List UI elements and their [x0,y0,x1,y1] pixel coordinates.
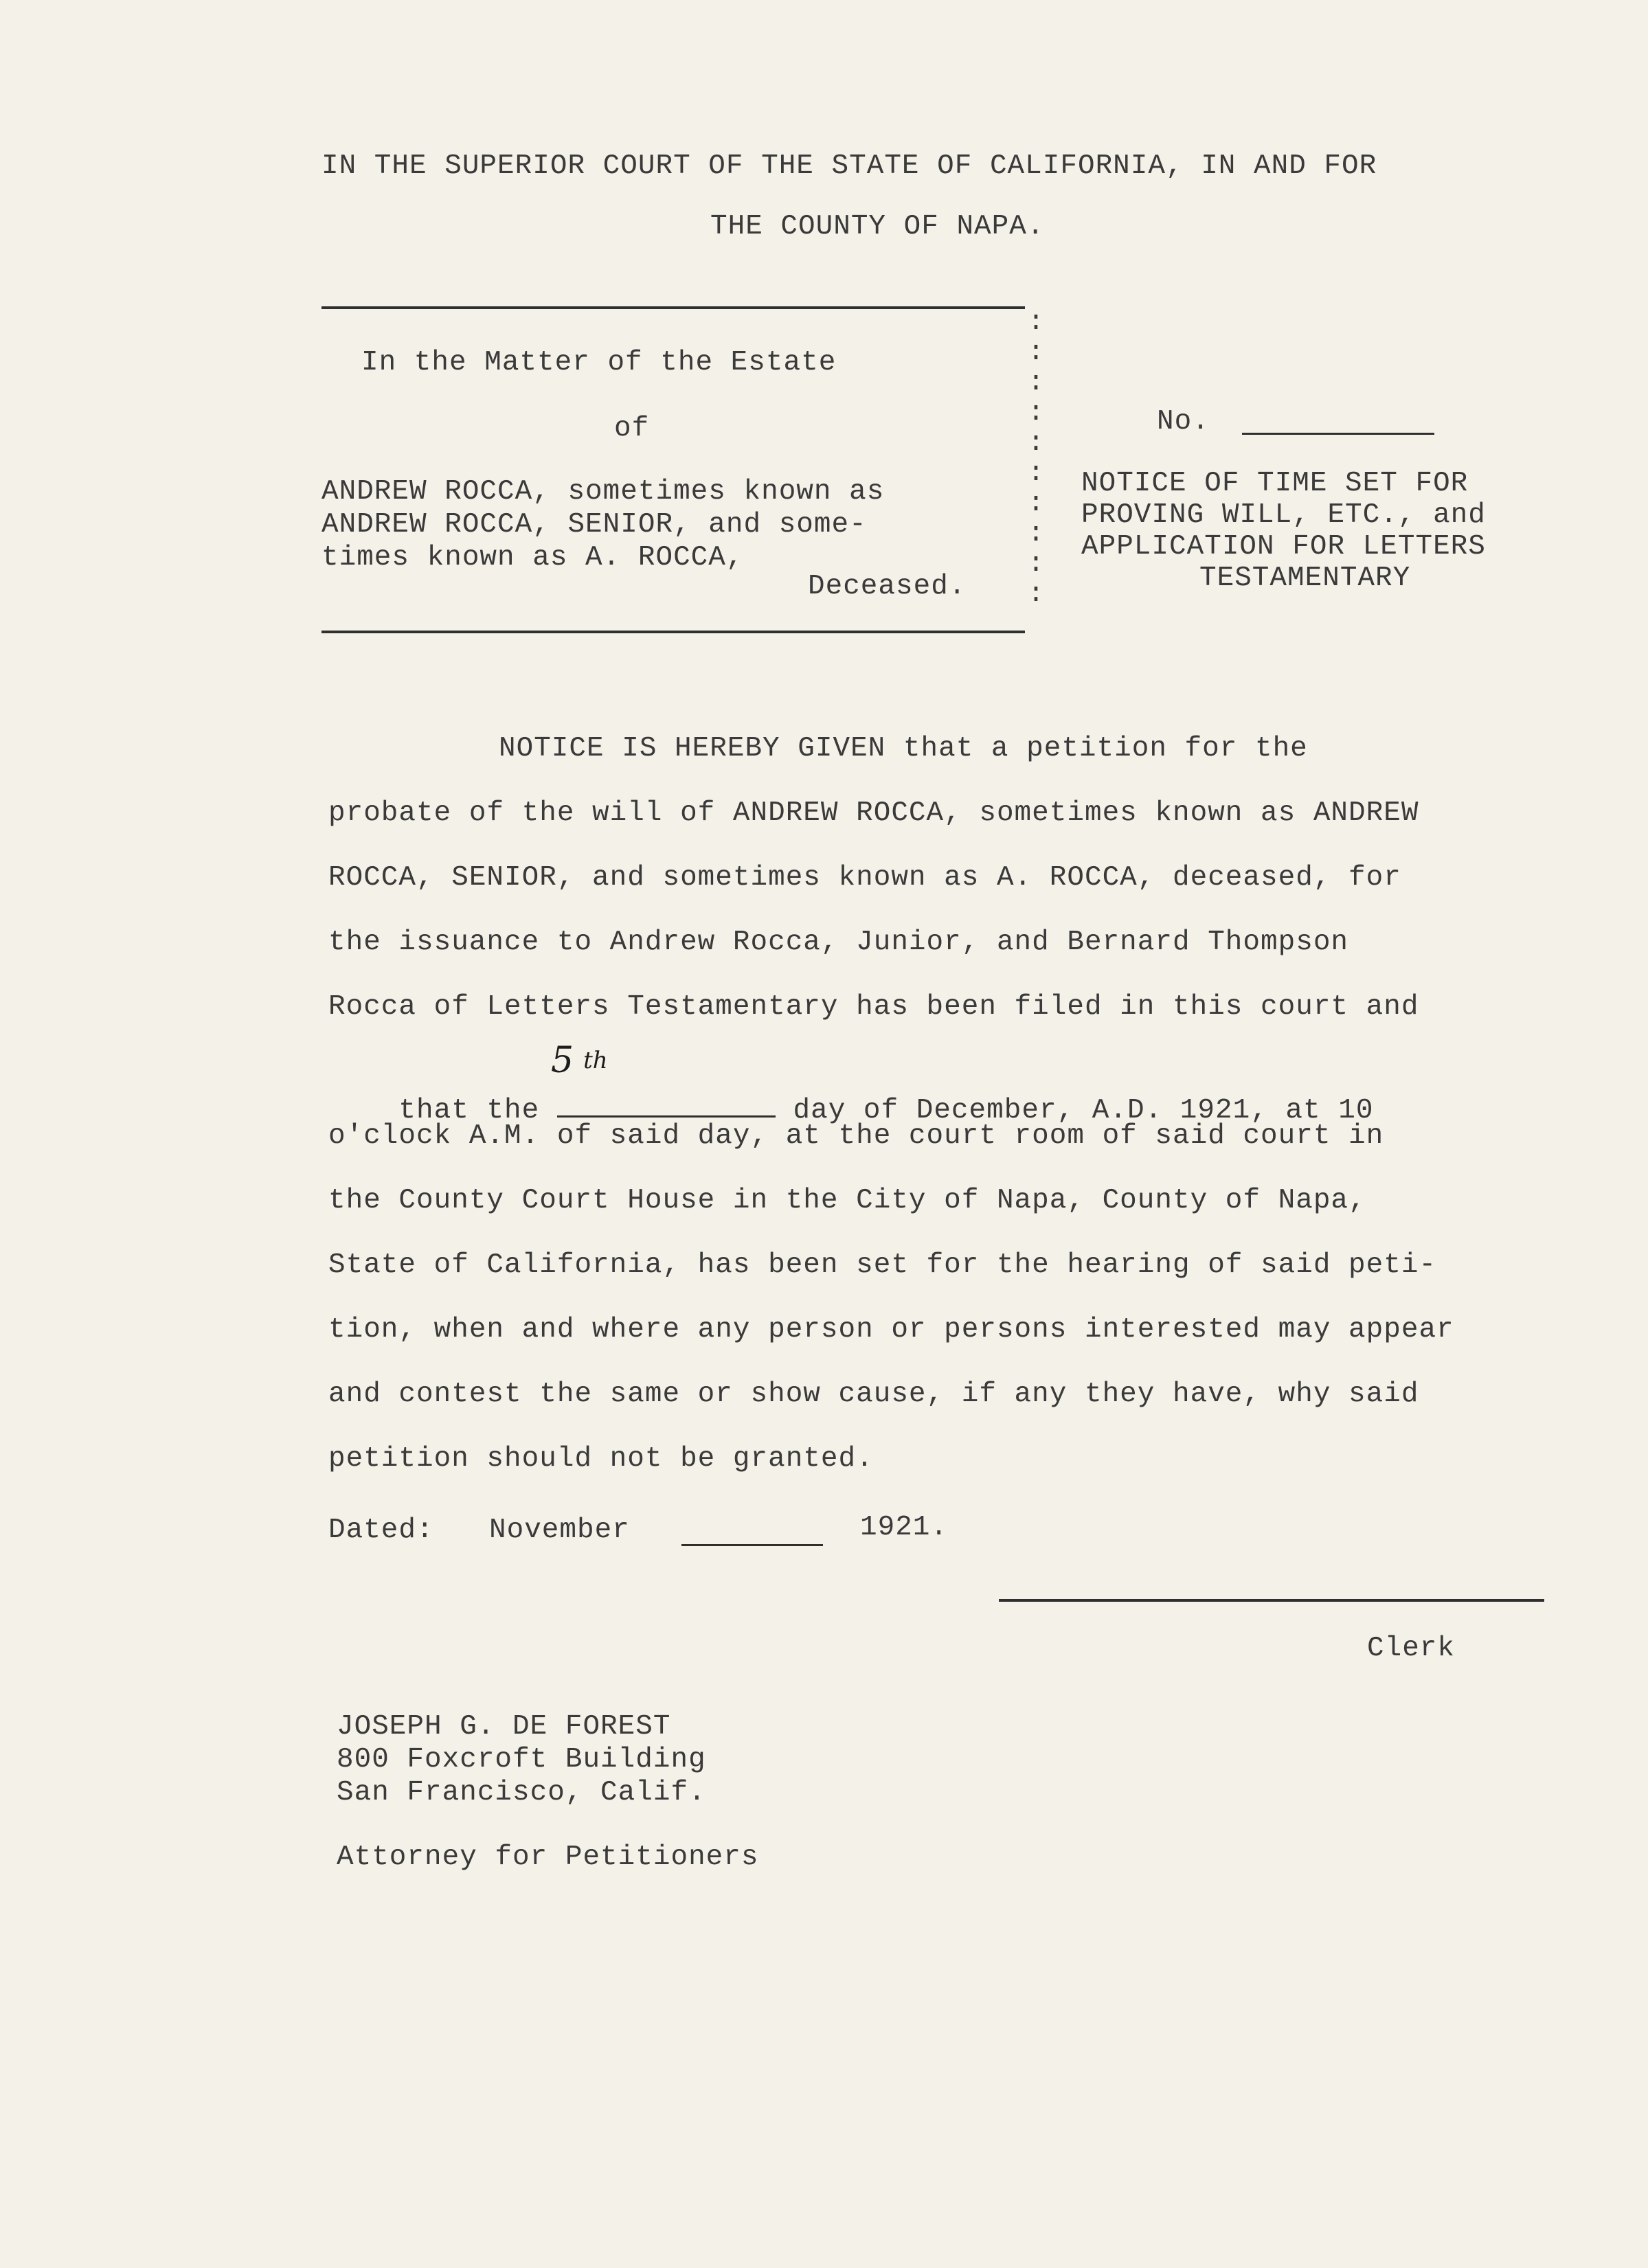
court-header-line2: THE COUNTY OF NAPA. [710,211,1045,242]
body-line-1: NOTICE IS HEREBY GIVEN that a petition for the [499,733,1308,764]
body-line-6-pre: that the [398,1095,540,1126]
body-line-3: ROCCA, SENIOR, and sometimes known as A. ROCCA, deceased, for [328,862,1401,894]
body-line-4: the issuance to Andrew Rocca, Junior, and Bernard Thompson [328,927,1349,958]
notice-title-line4: TESTAMENTARY [1199,563,1411,594]
body-line-8: the County Court House in the City of Napa, County of Napa, [328,1185,1366,1216]
caption-name-line3: times known as A. ROCCA, [321,542,744,574]
dated-label: Dated: [328,1515,434,1546]
court-header-line1: IN THE SUPERIOR COURT OF THE STATE OF CALIFORNIA, IN AND FOR [321,150,1377,182]
caption-of: of [614,413,650,444]
caption-top-rule [321,306,1025,309]
clerk-signature-line [999,1599,1544,1602]
caption-name-line1: ANDREW ROCCA, sometimes known as [321,476,885,508]
attorney-address1: 800 Foxcroft Building [337,1744,706,1776]
caption-bottom-rule [321,631,1025,633]
case-number-blank [1242,433,1434,435]
attorney-role: Attorney for Petitioners [337,1841,759,1873]
case-number-label: No. [1157,406,1210,438]
caption-deceased: Deceased. [808,571,967,602]
body-line-5: Rocca of Letters Testamentary has been filed in this court and [328,991,1419,1023]
body-line-6-post: day of December, A.D. 1921, at 10 [793,1095,1374,1126]
caption-name-line2: ANDREW ROCCA, SENIOR, and some- [321,509,867,541]
body-line-11: and contest the same or show cause, if any they have, why said [328,1379,1419,1410]
notice-title-line2: PROVING WILL, ETC., and [1081,499,1486,531]
dated-day-blank [681,1544,823,1546]
caption-colon-column: : : : : : : : : : : [1028,307,1045,610]
dated-year: 1921. [860,1512,949,1543]
attorney-address2: San Francisco, Calif. [337,1777,706,1808]
hearing-day-number: 5 [551,1040,574,1081]
body-line-2: probate of the will of ANDREW ROCCA, sometimes known as ANDREW [328,797,1419,829]
dated-month: November [489,1515,630,1546]
notice-title-line1: NOTICE OF TIME SET FOR [1081,468,1469,499]
body-line-12: petition should not be granted. [328,1443,874,1475]
caption-matter: In the Matter of the Estate [361,347,837,378]
hearing-day-handwritten [551,1040,608,1081]
body-line-7: o'clock A.M. of said day, at the court room of said court in [328,1120,1384,1152]
attorney-name: JOSEPH G. DE FOREST [337,1711,671,1743]
hearing-day-blank [557,1088,776,1118]
body-line-10: tion, when and where any person or persons interested may appear [328,1314,1454,1346]
hearing-day-suffix: th [583,1047,608,1074]
clerk-label: Clerk [1367,1633,1456,1664]
body-line-9: State of California, has been set for the hearing of said peti- [328,1249,1437,1281]
notice-title-line3: APPLICATION FOR LETTERS [1081,531,1486,563]
